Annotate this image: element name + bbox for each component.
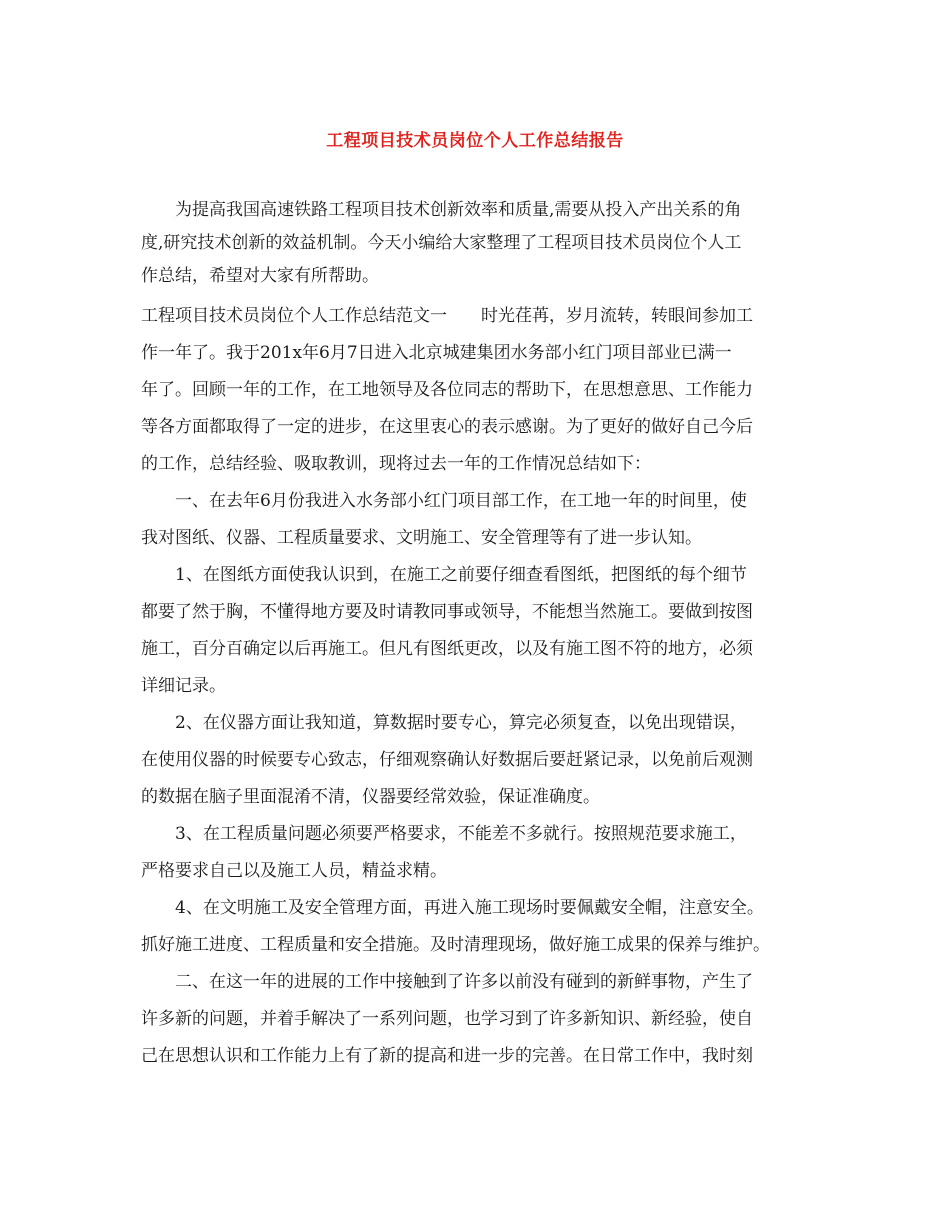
text-line: 4、在文明施工及安全管理方面，再进入施工现场时要佩戴安全帽，注意安全。 xyxy=(141,898,764,918)
text-line: 二、在这一年的进展的工作中接触到了许多以前没有碰到的新鲜事物，产生了 xyxy=(141,972,753,992)
text-line: 为提高我国高速铁路工程项目技术创新效率和质量,需要从投入产出关系的角 xyxy=(141,200,742,220)
text-line: 等各方面都取得了一定的进步，在这里衷心的表示感谢。为了更好的做好自己今后 xyxy=(141,417,753,437)
text-line: 我对图纸、仪器、工程质量要求、文明施工、安全管理等有了进一步认知。 xyxy=(141,528,702,548)
text-line: 抓好施工进度、工程质量和安全措施。及时清理现场，做好施工成果的保养与维护。 xyxy=(141,935,770,955)
text-line: 一、在去年6月份我进入水务部小红门项目部工作，在工地一年的时间里，使 xyxy=(141,491,747,511)
text-line: 作一年了。我于201x年6月7日进入北京城建集团水务部小红门项目部业已满一 xyxy=(141,343,732,363)
text-line: 己在思想认识和工作能力上有了新的提高和进一步的完善。在日常工作中，我时刻 xyxy=(141,1046,753,1066)
text-line: 工程项目技术员岗位个人工作总结范文一 时光荏苒，岁月流转，转眼间参加工 xyxy=(141,306,753,326)
text-line: 在使用仪器的时候要专心致志，仔细观察确认好数据后要赶紧记录，以免前后观测 xyxy=(141,750,753,770)
text-line: 年了。回顾一年的工作，在工地领导及各位同志的帮助下，在思想意思、工作能力 xyxy=(141,380,753,400)
text-line: 的数据在脑子里面混淆不清，仪器要经常效验，保证准确度。 xyxy=(141,787,600,807)
document-title: 工程项目技术员岗位个人工作总结报告 xyxy=(326,131,624,151)
text-line: 详细记录。 xyxy=(141,676,226,696)
text-line: 施工，百分百确定以后再施工。但凡有图纸更改，以及有施工图不符的地方，必须 xyxy=(141,639,753,659)
text-line: 严格要求自己以及施工人员，精益求精。 xyxy=(141,861,447,881)
text-line: 的工作，总结经验、吸取教训，现将过去一年的工作情况总结如下： xyxy=(141,454,651,474)
text-line: 作总结，希望对大家有所帮助。 xyxy=(141,266,379,286)
text-line: 度,研究技术创新的效益机制。今天小编给大家整理了工程项目技术员岗位个人工 xyxy=(141,233,742,253)
text-line: 2、在仪器方面让我知道，算数据时要专心，算完必须复查，以免出现错误， xyxy=(141,713,747,733)
text-line: 3、在工程质量问题必须要严格要求，不能差不多就行。按照规范要求施工， xyxy=(141,824,747,844)
text-line: 都要了然于胸，不懂得地方要及时请教同事或领导，不能想当然施工。要做到按图 xyxy=(141,602,753,622)
text-line: 许多新的问题，并着手解决了一系列问题，也学习到了许多新知识、新经验，使自 xyxy=(141,1009,753,1029)
text-line: 1、在图纸方面使我认识到，在施工之前要仔细查看图纸，把图纸的每个细节 xyxy=(141,565,747,585)
